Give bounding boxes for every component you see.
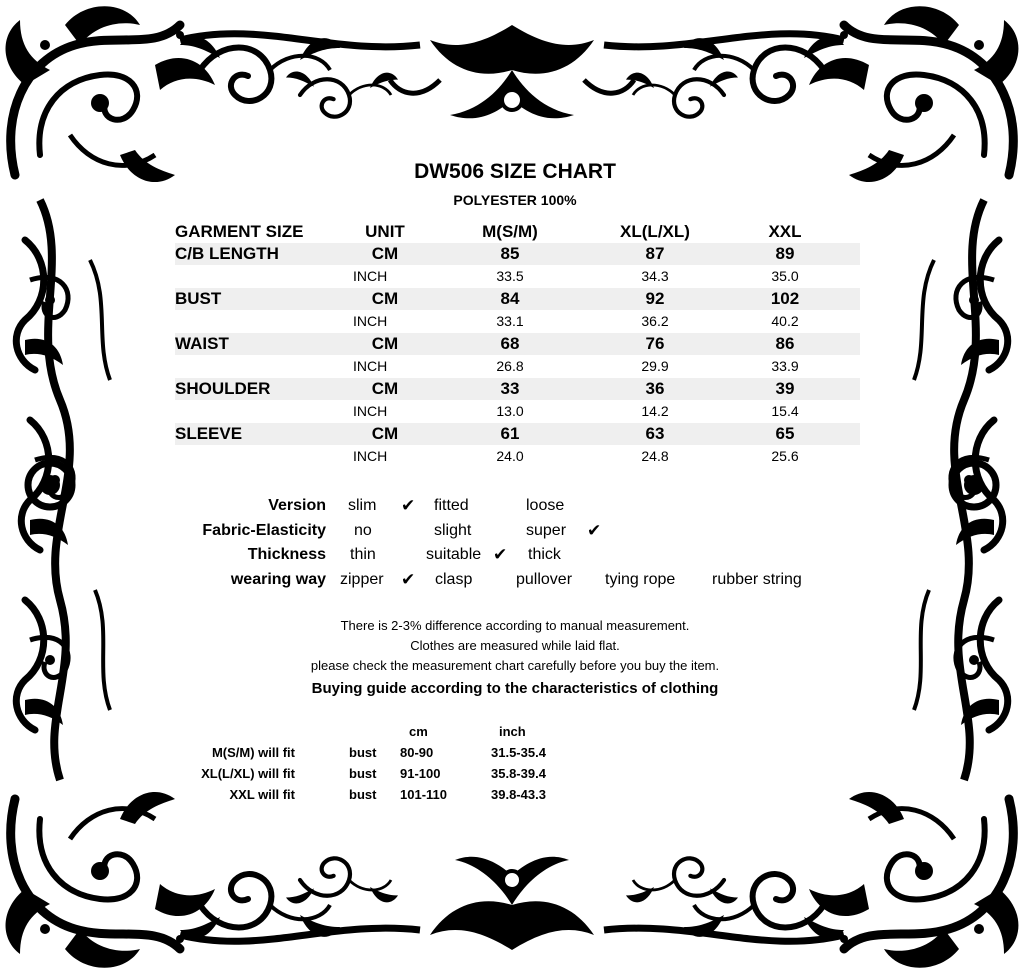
size-table <box>175 220 860 468</box>
guide-body-part: bust <box>349 766 377 781</box>
table-row <box>175 243 860 266</box>
header-size-xxl: XXL <box>768 222 802 241</box>
note-line: Clothes are measured while laid flat. <box>410 638 620 653</box>
table-row <box>175 378 860 401</box>
value-cell: 40.2 <box>771 313 799 329</box>
guide-size-label: M(S/M) will fit <box>211 745 295 760</box>
value-cell: 33.5 <box>496 268 524 284</box>
feature-row-wearing-way <box>0 568 1024 593</box>
unit-cell: CM <box>371 378 399 398</box>
value-cell: 76 <box>645 333 665 353</box>
feature-label: wearing way <box>230 570 326 588</box>
guide-cm-range: 80-90 <box>400 745 434 760</box>
check-mark-icon: ✔ <box>401 569 416 589</box>
unit-cell: CM <box>371 288 399 308</box>
value-cell: 36.2 <box>641 313 669 329</box>
value-cell: 24.8 <box>641 448 669 464</box>
check-mark-icon: ✔ <box>401 496 416 515</box>
table-row <box>175 355 860 378</box>
table-row <box>175 265 860 288</box>
table-row <box>0 764 1024 785</box>
value-cell: 92 <box>645 288 665 308</box>
value-cell: 86 <box>775 333 795 353</box>
table-row <box>0 743 1024 764</box>
value-cell: 26.8 <box>496 358 524 374</box>
value-cell: 89 <box>775 243 795 263</box>
guide-header-row <box>0 722 1024 743</box>
option-rubber-string: rubber string <box>712 570 802 588</box>
table-row <box>175 333 860 356</box>
table-row <box>0 785 1024 806</box>
table-row <box>175 400 860 423</box>
value-cell: 14.2 <box>641 403 669 419</box>
value-cell: 87 <box>645 243 665 263</box>
value-cell: 68 <box>500 333 520 353</box>
guide-inch-range: 35.8-39.4 <box>491 766 546 781</box>
table-header-row <box>175 220 860 243</box>
feature-row-elasticity <box>0 519 1024 544</box>
value-cell: 63 <box>645 423 665 443</box>
guide-cm-range: 101-110 <box>400 787 447 802</box>
unit-cell: INCH <box>353 358 388 374</box>
option-thick: thick <box>528 546 561 563</box>
table-row <box>175 310 860 333</box>
value-cell: 15.4 <box>771 403 799 419</box>
value-cell: 35.0 <box>771 268 799 284</box>
value-cell: 33.1 <box>496 313 524 329</box>
unit-cell: CM <box>371 423 399 443</box>
value-cell: 65 <box>775 423 795 443</box>
buying-guide-title: Buying guide according to the characteristics of clothing <box>311 680 719 697</box>
check-mark-icon: ✔ <box>493 545 508 564</box>
value-cell: 29.9 <box>641 358 669 374</box>
table-row <box>175 423 860 446</box>
value-cell: 13.0 <box>496 403 524 419</box>
guide-inch-range: 39.8-43.3 <box>491 787 546 802</box>
option-super: super <box>526 521 567 539</box>
option-slight: slight <box>434 521 472 539</box>
note-line: please check the measurement chart carefully before you buy the item. <box>310 658 720 673</box>
value-cell: 33.9 <box>771 358 799 374</box>
unit-cell: INCH <box>353 268 388 284</box>
measurement-name: C/B LENGTH <box>175 243 279 263</box>
option-thin: thin <box>350 546 376 563</box>
option-loose: loose <box>526 497 565 514</box>
table-row <box>175 445 860 468</box>
feature-row-thickness <box>0 543 1024 568</box>
chart-title: DW506 SIZE CHART <box>414 160 616 183</box>
buying-guide-table <box>0 722 1024 806</box>
option-fitted: fitted <box>434 497 469 514</box>
feature-label: Thickness <box>247 546 326 563</box>
option-tying-rope: tying rope <box>605 570 676 588</box>
guide-header-cm: cm <box>409 724 428 739</box>
unit-cell: INCH <box>353 448 388 464</box>
value-cell: 84 <box>500 288 520 308</box>
measurement-name: SHOULDER <box>175 378 271 398</box>
guide-inch-range: 31.5-35.4 <box>491 745 546 760</box>
value-cell: 85 <box>500 243 520 263</box>
value-cell: 102 <box>770 288 800 308</box>
value-cell: 61 <box>500 423 520 443</box>
guide-body-part: bust <box>349 787 377 802</box>
garment-features <box>0 494 1024 592</box>
header-unit: UNIT <box>365 222 405 241</box>
unit-cell: INCH <box>353 313 388 329</box>
unit-cell: CM <box>371 333 399 353</box>
option-clasp: clasp <box>435 570 473 588</box>
guide-size-label: XXL will fit <box>229 787 295 802</box>
unit-cell: INCH <box>353 403 388 419</box>
value-cell: 33 <box>500 378 520 398</box>
feature-label: Fabric-Elasticity <box>202 521 326 539</box>
feature-row-version <box>0 494 1024 519</box>
header-size-xl: XL(L/XL) <box>620 222 690 241</box>
value-cell: 25.6 <box>771 448 799 464</box>
header-size-m: M(S/M) <box>482 222 538 241</box>
option-slim: slim <box>348 497 377 514</box>
guide-body-part: bust <box>349 745 377 760</box>
check-mark-icon: ✔ <box>587 520 602 540</box>
measurement-name: BUST <box>175 288 222 308</box>
option-zipper: zipper <box>340 570 384 588</box>
table-row <box>175 288 860 311</box>
material-label: POLYESTER 100% <box>453 192 577 208</box>
value-cell: 34.3 <box>641 268 669 284</box>
measurement-name: SLEEVE <box>175 423 243 443</box>
guide-header-inch: inch <box>499 724 526 739</box>
option-pullover: pullover <box>516 570 573 588</box>
option-no: no <box>354 521 372 539</box>
note-line: There is 2-3% difference according to manual measurement. <box>340 618 690 633</box>
unit-cell: CM <box>371 243 399 263</box>
measurement-name: WAIST <box>175 333 229 353</box>
guide-size-label: XL(L/XL) will fit <box>201 766 295 781</box>
value-cell: 24.0 <box>496 448 524 464</box>
header-garment-size: GARMENT SIZE <box>175 222 304 241</box>
guide-cm-range: 91-100 <box>400 766 441 781</box>
option-suitable: suitable <box>426 546 482 563</box>
value-cell: 36 <box>645 378 665 398</box>
value-cell: 39 <box>775 378 795 398</box>
feature-label: Version <box>268 497 326 514</box>
